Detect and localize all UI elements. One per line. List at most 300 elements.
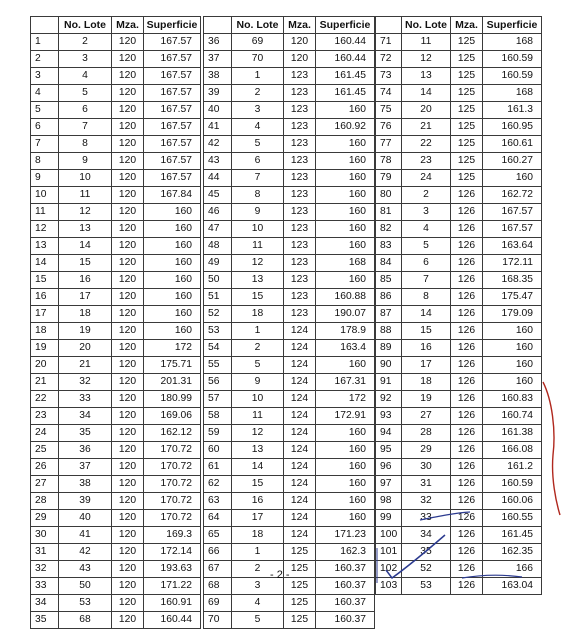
table-row — [204, 612, 375, 629]
area-value: 160 — [144, 306, 201, 323]
block-number: 126 — [451, 425, 483, 442]
lot-number: 9 — [232, 204, 284, 221]
row-index: 31 — [31, 544, 59, 561]
block-number: 125 — [451, 153, 483, 170]
table-row — [376, 289, 542, 306]
block-number: 124 — [284, 408, 316, 425]
block-number: 120 — [112, 374, 144, 391]
table-row — [204, 374, 375, 391]
lot-number: 14 — [59, 238, 112, 255]
row-index: 76 — [376, 119, 402, 136]
table-row — [31, 493, 201, 510]
table-row — [376, 425, 542, 442]
block-number: 123 — [284, 221, 316, 238]
lot-number: 18 — [59, 306, 112, 323]
table-row — [204, 170, 375, 187]
block-number: 120 — [112, 527, 144, 544]
table-row — [376, 578, 542, 595]
area-value: 180.99 — [144, 391, 201, 408]
row-index: 4 — [31, 85, 59, 102]
column-header — [376, 17, 402, 34]
table-row — [204, 221, 375, 238]
block-number: 125 — [451, 119, 483, 136]
row-index: 45 — [204, 187, 232, 204]
row-index: 36 — [204, 34, 232, 51]
row-index: 66 — [204, 544, 232, 561]
page-number: - 2 - — [270, 569, 290, 581]
area-value: 161.45 — [483, 527, 542, 544]
row-index: 25 — [31, 442, 59, 459]
lot-number: 52 — [402, 561, 451, 578]
area-value: 172.91 — [316, 408, 375, 425]
lot-number: 5 — [232, 357, 284, 374]
area-value: 161.3 — [483, 102, 542, 119]
table-row — [376, 136, 542, 153]
area-value: 167.57 — [483, 221, 542, 238]
lot-number: 2 — [232, 561, 284, 578]
table-row — [376, 119, 542, 136]
lot-number: 35 — [402, 544, 451, 561]
area-value: 170.72 — [144, 459, 201, 476]
table-row — [376, 272, 542, 289]
area-value: 166 — [483, 561, 542, 578]
block-number: 126 — [451, 255, 483, 272]
table-row — [376, 238, 542, 255]
lot-number: 42 — [59, 544, 112, 561]
row-index: 77 — [376, 136, 402, 153]
lot-number: 28 — [402, 425, 451, 442]
lot-number: 14 — [232, 459, 284, 476]
table-row — [376, 442, 542, 459]
table-row — [376, 374, 542, 391]
block-number: 126 — [451, 510, 483, 527]
block-number: 124 — [284, 493, 316, 510]
lot-number: 43 — [59, 561, 112, 578]
lot-number: 24 — [402, 170, 451, 187]
row-index: 78 — [376, 153, 402, 170]
area-value: 160.88 — [316, 289, 375, 306]
row-index: 26 — [31, 459, 59, 476]
block-number: 120 — [112, 102, 144, 119]
lot-number: 8 — [232, 187, 284, 204]
area-value: 161.2 — [483, 459, 542, 476]
lot-number: 9 — [59, 153, 112, 170]
table-row — [204, 408, 375, 425]
block-number: 120 — [112, 170, 144, 187]
area-value: 166.08 — [483, 442, 542, 459]
block-number: 124 — [284, 323, 316, 340]
lot-number: 10 — [59, 170, 112, 187]
block-number: 120 — [112, 34, 144, 51]
area-value: 161.38 — [483, 425, 542, 442]
table-row — [31, 136, 201, 153]
block-number: 125 — [284, 561, 316, 578]
block-number: 123 — [284, 136, 316, 153]
lot-number: 11 — [232, 238, 284, 255]
block-number: 120 — [112, 408, 144, 425]
area-value: 163.4 — [316, 340, 375, 357]
table-row — [204, 493, 375, 510]
area-value: 160.37 — [316, 561, 375, 578]
block-number: 125 — [451, 136, 483, 153]
block-number: 126 — [451, 357, 483, 374]
row-index: 47 — [204, 221, 232, 238]
table-row — [376, 255, 542, 272]
area-value: 162.12 — [144, 425, 201, 442]
area-value: 175.71 — [144, 357, 201, 374]
block-number: 125 — [284, 595, 316, 612]
lot-number: 20 — [402, 102, 451, 119]
lot-number: 70 — [232, 51, 284, 68]
column-header — [204, 17, 232, 34]
lot-number: 22 — [402, 136, 451, 153]
block-number: 126 — [451, 204, 483, 221]
row-index: 22 — [31, 391, 59, 408]
area-value: 160.74 — [483, 408, 542, 425]
row-index: 98 — [376, 493, 402, 510]
row-index: 39 — [204, 85, 232, 102]
table-row — [204, 119, 375, 136]
table-row — [31, 374, 201, 391]
area-value: 178.9 — [316, 323, 375, 340]
row-index: 50 — [204, 272, 232, 289]
table-row — [31, 51, 201, 68]
table-row — [31, 544, 201, 561]
lot-number: 50 — [59, 578, 112, 595]
area-value: 201.31 — [144, 374, 201, 391]
row-index: 91 — [376, 374, 402, 391]
row-index: 69 — [204, 595, 232, 612]
area-value: 167.57 — [144, 136, 201, 153]
table-row — [204, 51, 375, 68]
row-index: 3 — [31, 68, 59, 85]
lot-number: 30 — [402, 459, 451, 476]
row-index: 37 — [204, 51, 232, 68]
area-value: 160 — [483, 170, 542, 187]
area-value: 168.35 — [483, 272, 542, 289]
area-value: 167.57 — [144, 170, 201, 187]
lot-number: 12 — [59, 204, 112, 221]
row-index: 46 — [204, 204, 232, 221]
block-number: 120 — [112, 595, 144, 612]
row-index: 11 — [31, 204, 59, 221]
block-number: 125 — [451, 51, 483, 68]
table-row — [31, 204, 201, 221]
table-row — [204, 357, 375, 374]
lot-number: 33 — [59, 391, 112, 408]
table-row — [204, 238, 375, 255]
row-index: 79 — [376, 170, 402, 187]
lot-number: 53 — [402, 578, 451, 595]
block-number: 120 — [112, 51, 144, 68]
row-index: 6 — [31, 119, 59, 136]
lot-number: 35 — [59, 425, 112, 442]
table-row — [204, 459, 375, 476]
table-row — [204, 272, 375, 289]
row-index: 99 — [376, 510, 402, 527]
block-number: 120 — [112, 272, 144, 289]
table-row — [376, 459, 542, 476]
table-row — [376, 51, 542, 68]
row-index: 88 — [376, 323, 402, 340]
area-value: 160.59 — [483, 476, 542, 493]
row-index: 23 — [31, 408, 59, 425]
block-number: 126 — [451, 459, 483, 476]
area-value: 190.07 — [316, 306, 375, 323]
row-index: 72 — [376, 51, 402, 68]
lot-number: 2 — [402, 187, 451, 204]
table-row — [31, 102, 201, 119]
row-index: 34 — [31, 595, 59, 612]
lot-number: 4 — [59, 68, 112, 85]
block-number: 125 — [451, 34, 483, 51]
lot-number: 10 — [232, 221, 284, 238]
block-number: 123 — [284, 204, 316, 221]
block-number: 126 — [451, 476, 483, 493]
row-index: 7 — [31, 136, 59, 153]
block-number: 124 — [284, 476, 316, 493]
block-number: 123 — [284, 306, 316, 323]
area-value: 179.09 — [483, 306, 542, 323]
table-row — [376, 306, 542, 323]
area-value: 160 — [316, 238, 375, 255]
block-number: 126 — [451, 306, 483, 323]
table-row — [204, 391, 375, 408]
row-index: 51 — [204, 289, 232, 306]
row-index: 103 — [376, 578, 402, 595]
lot-number: 12 — [232, 425, 284, 442]
block-number: 126 — [451, 578, 483, 595]
row-index: 48 — [204, 238, 232, 255]
area-value: 160.92 — [316, 119, 375, 136]
table-row — [31, 340, 201, 357]
table-row — [31, 595, 201, 612]
row-index: 30 — [31, 527, 59, 544]
table-row — [204, 544, 375, 561]
table-row — [204, 289, 375, 306]
area-value: 160.55 — [483, 510, 542, 527]
row-index: 64 — [204, 510, 232, 527]
row-index: 10 — [31, 187, 59, 204]
block-number: 120 — [112, 153, 144, 170]
lot-number: 2 — [232, 340, 284, 357]
row-index: 80 — [376, 187, 402, 204]
area-value: 160 — [483, 340, 542, 357]
table-row — [31, 306, 201, 323]
area-value: 160 — [144, 289, 201, 306]
block-number: 123 — [284, 68, 316, 85]
lot-number: 16 — [59, 272, 112, 289]
lot-number: 11 — [402, 34, 451, 51]
row-index: 65 — [204, 527, 232, 544]
table-row — [31, 425, 201, 442]
lot-number: 33 — [402, 510, 451, 527]
lot-number: 17 — [232, 510, 284, 527]
table-row — [31, 476, 201, 493]
area-value: 167.31 — [316, 374, 375, 391]
area-value: 168 — [316, 255, 375, 272]
row-index: 101 — [376, 544, 402, 561]
table-row — [376, 34, 542, 51]
row-index: 61 — [204, 459, 232, 476]
table-row — [31, 238, 201, 255]
area-value: 160 — [316, 425, 375, 442]
block-number: 126 — [451, 340, 483, 357]
row-index: 18 — [31, 323, 59, 340]
block-number: 125 — [451, 102, 483, 119]
lot-number: 15 — [59, 255, 112, 272]
row-index: 13 — [31, 238, 59, 255]
block-number: 120 — [112, 459, 144, 476]
row-index: 97 — [376, 476, 402, 493]
row-index: 12 — [31, 221, 59, 238]
row-index: 62 — [204, 476, 232, 493]
area-value: 167.57 — [144, 34, 201, 51]
block-number: 120 — [112, 442, 144, 459]
lot-number: 15 — [232, 289, 284, 306]
block-number: 120 — [112, 323, 144, 340]
table-row — [31, 459, 201, 476]
column-header: Superficie — [483, 17, 542, 34]
area-value: 160 — [316, 510, 375, 527]
block-number: 126 — [451, 221, 483, 238]
table-row — [204, 476, 375, 493]
area-value: 160 — [144, 323, 201, 340]
lot-number: 18 — [232, 306, 284, 323]
row-index: 1 — [31, 34, 59, 51]
table-row — [376, 357, 542, 374]
area-value: 161.45 — [316, 68, 375, 85]
area-value: 160 — [316, 153, 375, 170]
lot-number: 5 — [59, 85, 112, 102]
area-value: 160 — [316, 102, 375, 119]
lot-number: 14 — [402, 85, 451, 102]
table-row — [204, 102, 375, 119]
lot-number: 21 — [59, 357, 112, 374]
block-number: 124 — [284, 391, 316, 408]
row-index: 55 — [204, 357, 232, 374]
lot-number: 13 — [59, 221, 112, 238]
area-value: 160 — [316, 442, 375, 459]
lot-number: 18 — [232, 527, 284, 544]
area-value: 160 — [144, 238, 201, 255]
table-row — [376, 476, 542, 493]
table-row — [31, 119, 201, 136]
block-number: 126 — [451, 493, 483, 510]
table-row — [31, 170, 201, 187]
row-index: 57 — [204, 391, 232, 408]
lot-table-3 — [375, 16, 542, 595]
block-number: 120 — [284, 34, 316, 51]
row-index: 93 — [376, 408, 402, 425]
area-value: 167.57 — [483, 204, 542, 221]
column-header: No. Lote — [59, 17, 112, 34]
area-value: 171.23 — [316, 527, 375, 544]
column-header: Mza. — [284, 17, 316, 34]
area-value: 167.57 — [144, 153, 201, 170]
area-value: 160.61 — [483, 136, 542, 153]
lot-number: 16 — [402, 340, 451, 357]
table-row — [376, 102, 542, 119]
table-row — [204, 306, 375, 323]
row-index: 33 — [31, 578, 59, 595]
block-number: 126 — [451, 323, 483, 340]
column-header: Mza. — [112, 17, 144, 34]
block-number: 126 — [451, 187, 483, 204]
row-index: 85 — [376, 272, 402, 289]
table-row — [204, 323, 375, 340]
lot-table-1 — [30, 16, 201, 629]
lot-number: 1 — [232, 68, 284, 85]
lot-number: 31 — [402, 476, 451, 493]
lot-number: 4 — [232, 119, 284, 136]
area-value: 160.83 — [483, 391, 542, 408]
area-value: 167.57 — [144, 119, 201, 136]
row-index: 17 — [31, 306, 59, 323]
row-index: 44 — [204, 170, 232, 187]
table-row — [376, 408, 542, 425]
block-number: 123 — [284, 238, 316, 255]
lot-number: 8 — [402, 289, 451, 306]
block-number: 120 — [112, 238, 144, 255]
block-number: 120 — [112, 544, 144, 561]
row-index: 73 — [376, 68, 402, 85]
area-value: 160 — [144, 221, 201, 238]
lot-number: 23 — [402, 153, 451, 170]
block-number: 125 — [451, 85, 483, 102]
lot-number: 15 — [402, 323, 451, 340]
lot-number: 69 — [232, 34, 284, 51]
column-header: Mza. — [451, 17, 483, 34]
area-value: 160 — [483, 323, 542, 340]
lot-number: 4 — [402, 221, 451, 238]
lot-number: 5 — [402, 238, 451, 255]
row-index: 95 — [376, 442, 402, 459]
lot-number: 5 — [232, 136, 284, 153]
row-index: 49 — [204, 255, 232, 272]
table-row — [204, 68, 375, 85]
row-index: 100 — [376, 527, 402, 544]
row-index: 90 — [376, 357, 402, 374]
area-value: 172.11 — [483, 255, 542, 272]
area-value: 162.3 — [316, 544, 375, 561]
lot-number: 12 — [232, 255, 284, 272]
row-index: 38 — [204, 68, 232, 85]
block-number: 123 — [284, 255, 316, 272]
lot-number: 14 — [402, 306, 451, 323]
lot-number: 3 — [402, 204, 451, 221]
row-index: 9 — [31, 170, 59, 187]
block-number: 120 — [112, 289, 144, 306]
table-row — [204, 204, 375, 221]
block-number: 120 — [112, 510, 144, 527]
row-index: 27 — [31, 476, 59, 493]
area-value: 160.37 — [316, 595, 375, 612]
row-index: 21 — [31, 374, 59, 391]
row-index: 83 — [376, 238, 402, 255]
lot-number: 34 — [59, 408, 112, 425]
lot-number: 41 — [59, 527, 112, 544]
area-value: 160 — [316, 476, 375, 493]
row-index: 43 — [204, 153, 232, 170]
row-index: 82 — [376, 221, 402, 238]
header-row — [376, 17, 542, 34]
lot-number: 1 — [232, 544, 284, 561]
lot-number: 29 — [402, 442, 451, 459]
block-number: 124 — [284, 442, 316, 459]
block-number: 120 — [112, 68, 144, 85]
row-index: 89 — [376, 340, 402, 357]
